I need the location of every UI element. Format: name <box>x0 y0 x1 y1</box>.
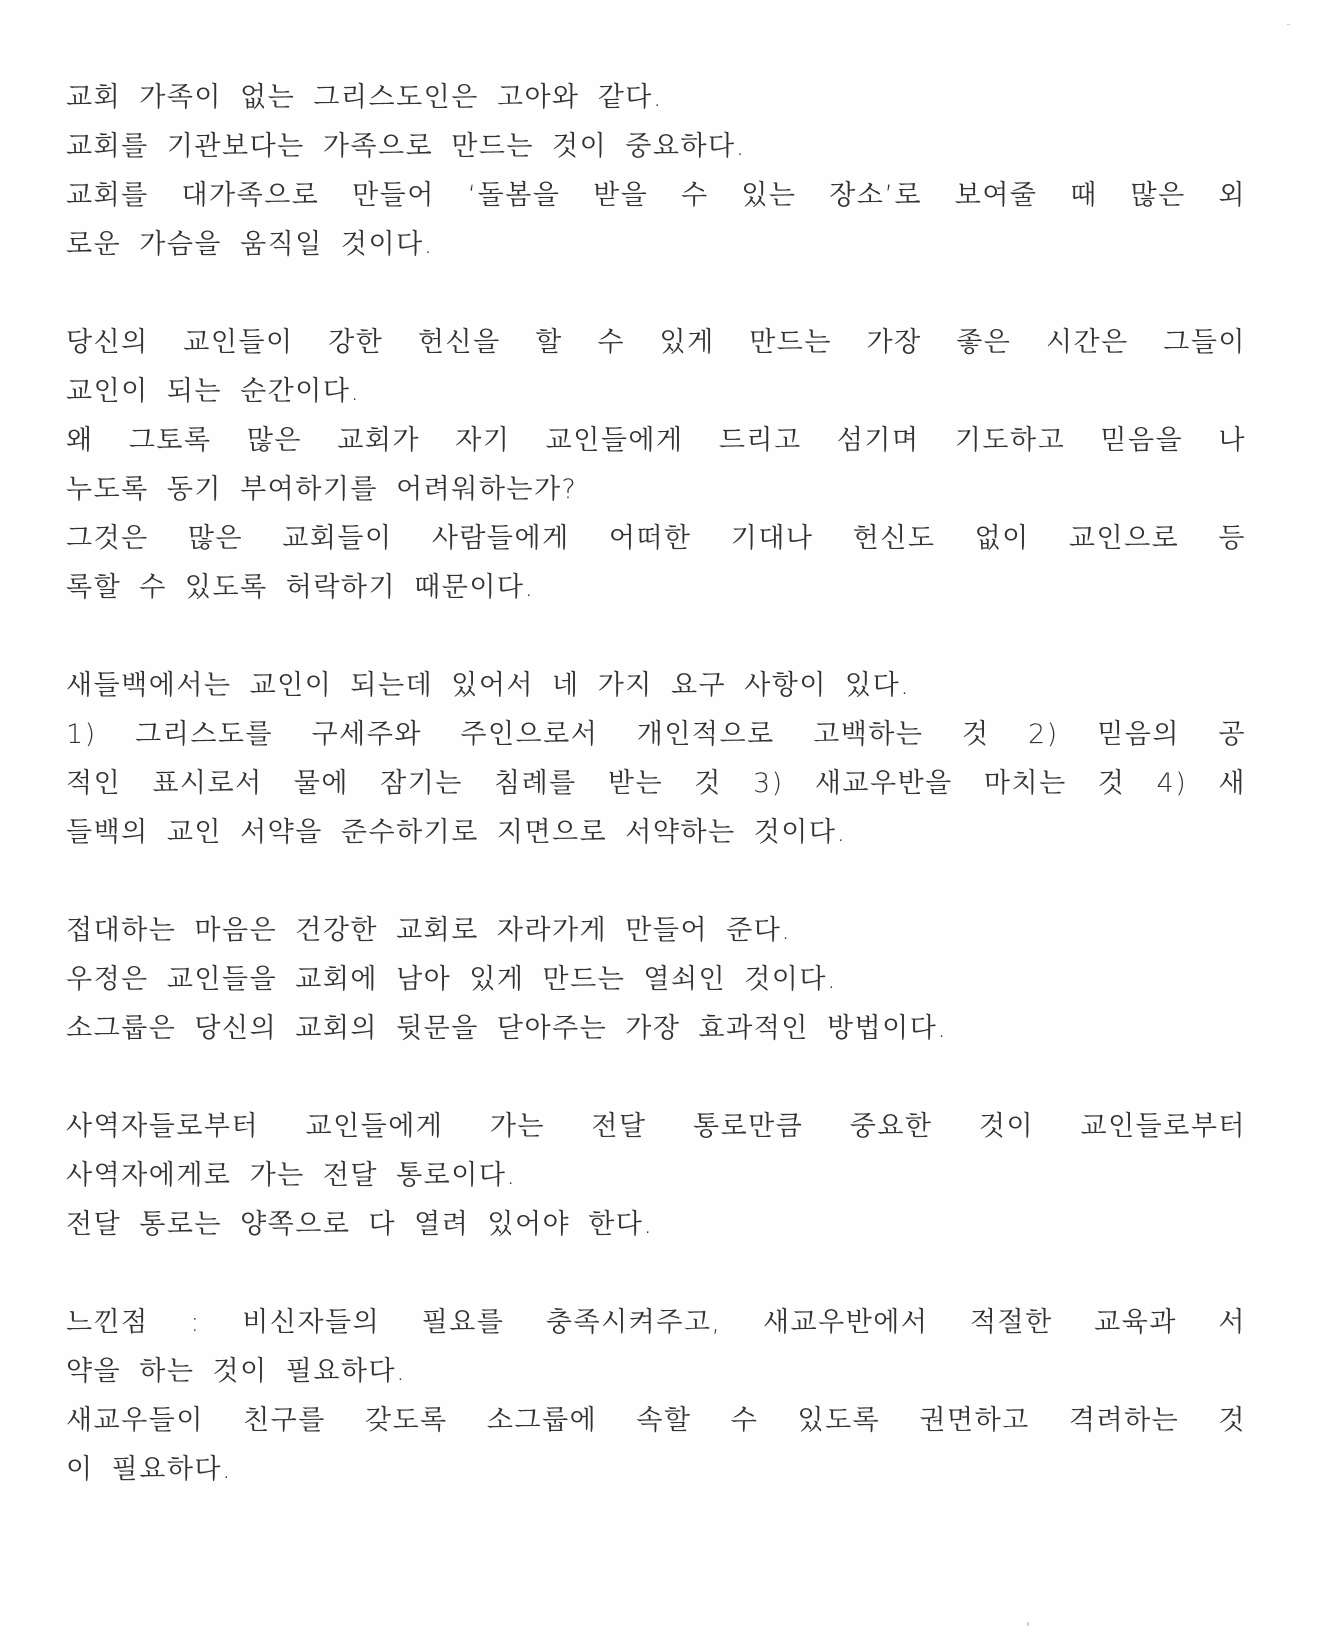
text-line: 들백의 교인 서약을 준수하기로 지면으로 서약하는 것이다. <box>66 817 847 848</box>
text-line: 접대하는 마음은 건강한 교회로 자라가게 만들어 준다. <box>66 915 792 946</box>
text-line: 새교우들이 친구를 갖도록 소그룹에 속할 수 있도록 권면하고 격려하는 것 <box>66 1405 1246 1436</box>
text-line: 1) 그리스도를 구세주와 주인으로서 개인적으로 고백하는 것 2) 믿음의 공 <box>66 719 1246 750</box>
text-line: 누도록 동기 부여하기를 어려워하는가? <box>66 474 578 505</box>
text-line: 적인 표시로서 물에 잠기는 침례를 받는 것 3) 새교우반을 마치는 것 4) 새 <box>66 768 1246 799</box>
text-line: 교회 가족이 없는 그리스도인은 고아와 같다. <box>66 82 663 113</box>
text-line: 새들백에서는 교인이 되는데 있어서 네 가지 요구 사항이 있다. <box>66 670 911 701</box>
text-line: 교회를 대가족으로 만들어 ‘돌봄을 받을 수 있는 장소’로 보여줄 때 많은 외 <box>66 180 1246 211</box>
text-line: 로운 가슴을 움직일 것이다. <box>66 229 434 260</box>
text-line: 당신의 교인들이 강한 헌신을 할 수 있게 만드는 가장 좋은 시간은 그들이 <box>66 327 1246 358</box>
text-line: 우정은 교인들을 교회에 남아 있게 만드는 열쇠인 것이다. <box>66 964 838 995</box>
text-line: 사역자들로부터 교인들에게 가는 전달 통로만큼 중요한 것이 교인들로부터 <box>66 1111 1246 1142</box>
text-line: 교인이 되는 순간이다. <box>66 376 361 407</box>
text-line: 그것은 많은 교회들이 사람들에게 어떠한 기대나 헌신도 없이 교인으로 등 <box>66 523 1246 554</box>
text-line: 소그룹은 당신의 교회의 뒷문을 닫아주는 가장 효과적인 방법이다. <box>66 1013 948 1044</box>
scan-speck <box>1027 1622 1029 1626</box>
text-line: 왜 그토록 많은 교회가 자기 교인들에게 드리고 섬기며 기도하고 믿음을 나 <box>66 425 1246 456</box>
text-line: 약을 하는 것이 필요하다. <box>66 1356 407 1387</box>
text-line: 교회를 기관보다는 가족으로 만드는 것이 중요하다. <box>66 131 746 162</box>
scan-speck <box>1287 24 1290 25</box>
text-line: 록할 수 있도록 허락하기 때문이다. <box>66 572 535 603</box>
text-line: 전달 통로는 양쪽으로 다 열려 있어야 한다. <box>66 1209 654 1240</box>
text-line: 이 필요하다. <box>66 1454 233 1485</box>
text-line: 사역자에게로 가는 전달 통로이다. <box>66 1160 517 1191</box>
text-line: 느낀점 : 비신자들의 필요를 충족시켜주고, 새교우반에서 적절한 교육과 서 <box>66 1307 1246 1338</box>
